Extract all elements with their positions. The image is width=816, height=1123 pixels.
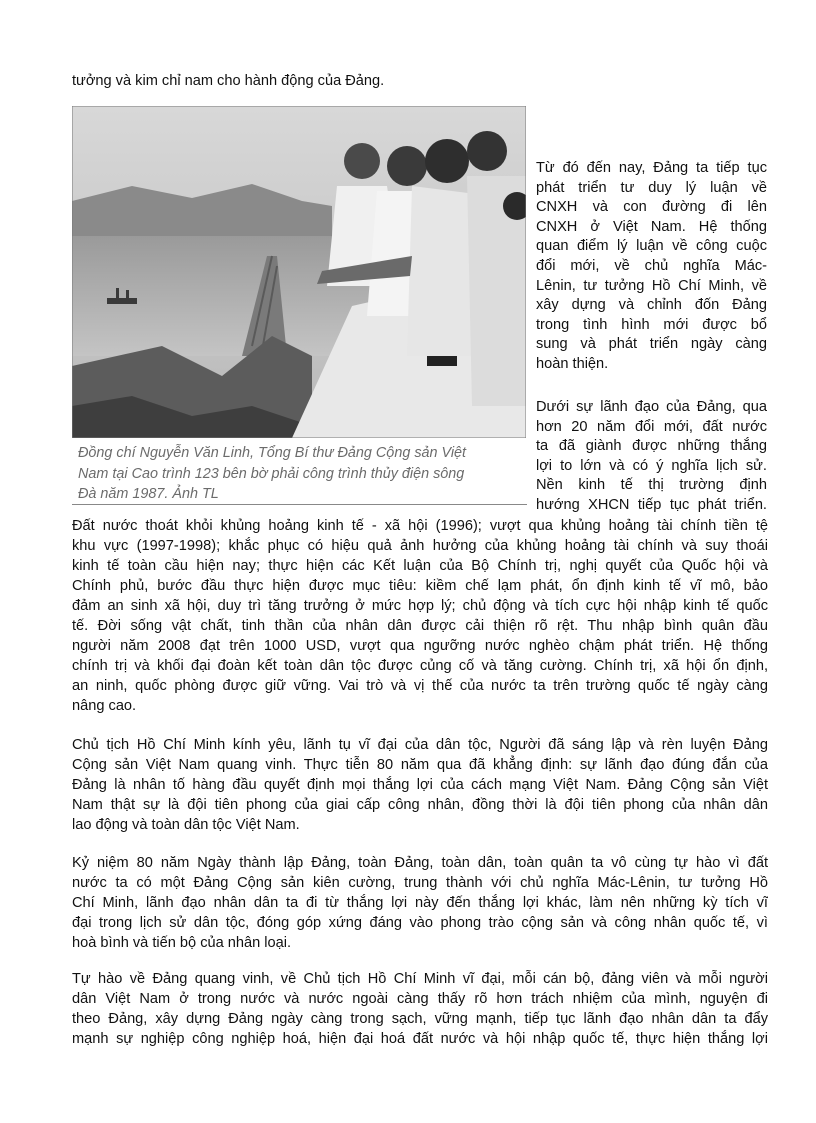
- text-line: Chính phủ, bước đầu thực hiện được mục tiêu: kiềm chế lạm phát, ổn định kinh tế vĩ mô, bảo: [72, 578, 768, 594]
- text-line: chính trị và khối đại đoàn kết toàn dân tộc được củng cố và tăng cường. Chính trị, xã hội ổn định,: [72, 658, 768, 674]
- text-line: kinh tế toàn cầu hiện nay; thực hiện các Kết luận của Bộ Chính trị, nghị quyết của Quốc hội và: [72, 558, 768, 574]
- text-line: Kỷ niệm 80 năm Ngày thành lập Đảng, toàn Đảng, toàn dân, toàn quân ta vô cùng tự hào vì đất: [72, 855, 768, 871]
- text-line: đổi mới, về chủ nghĩa Mác-: [536, 257, 767, 274]
- photo-image: [72, 106, 526, 438]
- text-line: lao động và toàn dân tộc Việt Nam.: [72, 817, 300, 833]
- text-line: Lênin, tư tưởng Hồ Chí Minh, về: [536, 277, 767, 294]
- text-line: theo Đảng, xây dựng Đảng ngày càng trong sạch, vững mạnh, tiếp tục lãnh đạo nhân dân ta đẩy: [72, 1011, 768, 1027]
- text-line: nước ta có một Đảng Cộng sản kiên cường, trung thành với chủ nghĩa Mác-Lênin, tư tưởng Hồ: [72, 875, 768, 891]
- caption-line: Nam tại Cao trình 123 bên bờ phải công trình thủy điện sông: [78, 465, 465, 482]
- text-line: tế. Đời sống vật chất, tinh thần của nhân dân được cải thiện rõ rệt. Thu nhập bình quân đầu: [72, 618, 768, 634]
- text-line: sung và phát triển ngày càng: [536, 336, 767, 353]
- text-line: Đảng là nhân tố hàng đầu quyết định mọi thắng lợi của cách mạng Việt Nam. Đảng Cộng sản Việt: [72, 777, 768, 793]
- text-line: người năm 2008 đạt trên 1000 USD, vượt qua ngưỡng nước nghèo chậm phát triển. Hệ thống: [72, 638, 768, 654]
- text-line: CNXH ở Việt Nam. Hệ thống: [536, 218, 767, 235]
- paragraph-3: [72, 853, 768, 953]
- caption-line: Đồng chí Nguyễn Văn Linh, Tổng Bí thư Đảng Cộng sản Việt: [78, 445, 467, 461]
- text-line: Chủ tịch Hồ Chí Minh kính yêu, lãnh tụ vĩ đại của dân tộc, Người đã sáng lập và rèn luyện Đảng: [72, 737, 768, 753]
- text-line: quan điểm lý luận về công cuộc: [536, 238, 767, 255]
- text-line: đảm an sinh xã hội, duy trì tăng trưởng ở mức hợp lý; chủ động và tích cực hội nhập kinh tế quốc: [72, 598, 768, 614]
- caption-divider: [72, 504, 527, 505]
- text-line: Cộng sản Việt Nam quang vinh. Thực tiễn 80 năm qua đã khẳng định: sự lãnh đạo đúng đắn của: [72, 757, 768, 773]
- text-line: Nền kinh tế thị trường định: [536, 477, 767, 494]
- text-line: Nam thật sự là đội tiên phong của giai cấp công nhân, đồng thời là đội tiên phong của nhân dân: [72, 797, 768, 813]
- side-paragraph-2: [536, 398, 767, 516]
- text-line: an ninh, quốc phòng được giữ vững. Vai trò và vị thế của nước ta trên trường quốc tế ngày càng: [72, 678, 768, 694]
- text-line: phát triển tư duy lý luận về: [536, 179, 767, 196]
- text-line: dân Việt Nam ở trong nước và nước ngoài càng thấy rõ hơn trách nhiệm của mình, nguyện đi: [72, 991, 768, 1007]
- text-line: Tự hào về Đảng quang vinh, về Chủ tịch Hồ Chí Minh vĩ đại, mỗi cán bộ, đảng viên và mỗi người: [72, 971, 768, 987]
- text-line: hoàn thiện.: [536, 355, 609, 372]
- first-line-text: tưởng và kim chỉ nam cho hành động của Đảng.: [72, 73, 385, 89]
- historical-photo: [72, 106, 526, 438]
- paragraph-4: [72, 969, 768, 1049]
- text-line: nâng cao.: [72, 698, 137, 714]
- text-line: mạnh sự nghiệp công nghiệp hoá, hiện đại hoá đất nước và hội nhập quốc tế, thực hiện thắng lợi: [72, 1031, 768, 1047]
- text-line: trong tình hình mới được bổ: [536, 316, 767, 333]
- text-line: hoà bình và tiến bộ của nhân loại.: [72, 935, 292, 951]
- text-line: hơn 20 năm đổi mới, đất nước: [536, 418, 767, 435]
- text-line: lợi to lớn và có ý nghĩa lịch sử.: [536, 457, 767, 474]
- figure: [72, 106, 527, 506]
- text-line: đại trong lịch sử dân tộc, đóng góp xứng đáng vào phong trào cộng sản và công nhân quốc tế, vì: [72, 915, 768, 931]
- text-line: ta đã giành được những thắng: [536, 438, 767, 455]
- text-line: Chí Minh, lãnh đạo nhân dân ta đi từ thắng lợi này đến thắng lợi khác, làm nên những kỳ tích vĩ: [72, 895, 768, 911]
- text-line: xây dựng và chỉnh đốn Đảng: [536, 297, 767, 314]
- text-line: khu vực (1997-1998); khắc phục có hiệu quả ảnh hưởng của khủng hoảng tài chính và suy thoái: [72, 538, 768, 554]
- text-line: Đất nước thoát khỏi khủng hoảng kinh tế - xã hội (1996); vượt qua khủng hoảng tài chính tiền tệ: [72, 518, 768, 534]
- side-paragraph-1: [536, 159, 767, 375]
- photo-caption: [78, 443, 524, 505]
- text-line: hướng XHCN tiếp tục phát triển.: [536, 496, 767, 513]
- text-line: Từ đó đến nay, Đảng ta tiếp tục: [536, 160, 767, 176]
- paragraph-2: [72, 735, 768, 835]
- caption-line: Đà năm 1987. Ảnh TL: [78, 486, 219, 502]
- text-line: CNXH và con đường đi lên: [536, 199, 767, 216]
- text-line: Dưới sự lãnh đạo của Đảng, qua: [536, 399, 767, 415]
- paragraph-1: [72, 516, 768, 716]
